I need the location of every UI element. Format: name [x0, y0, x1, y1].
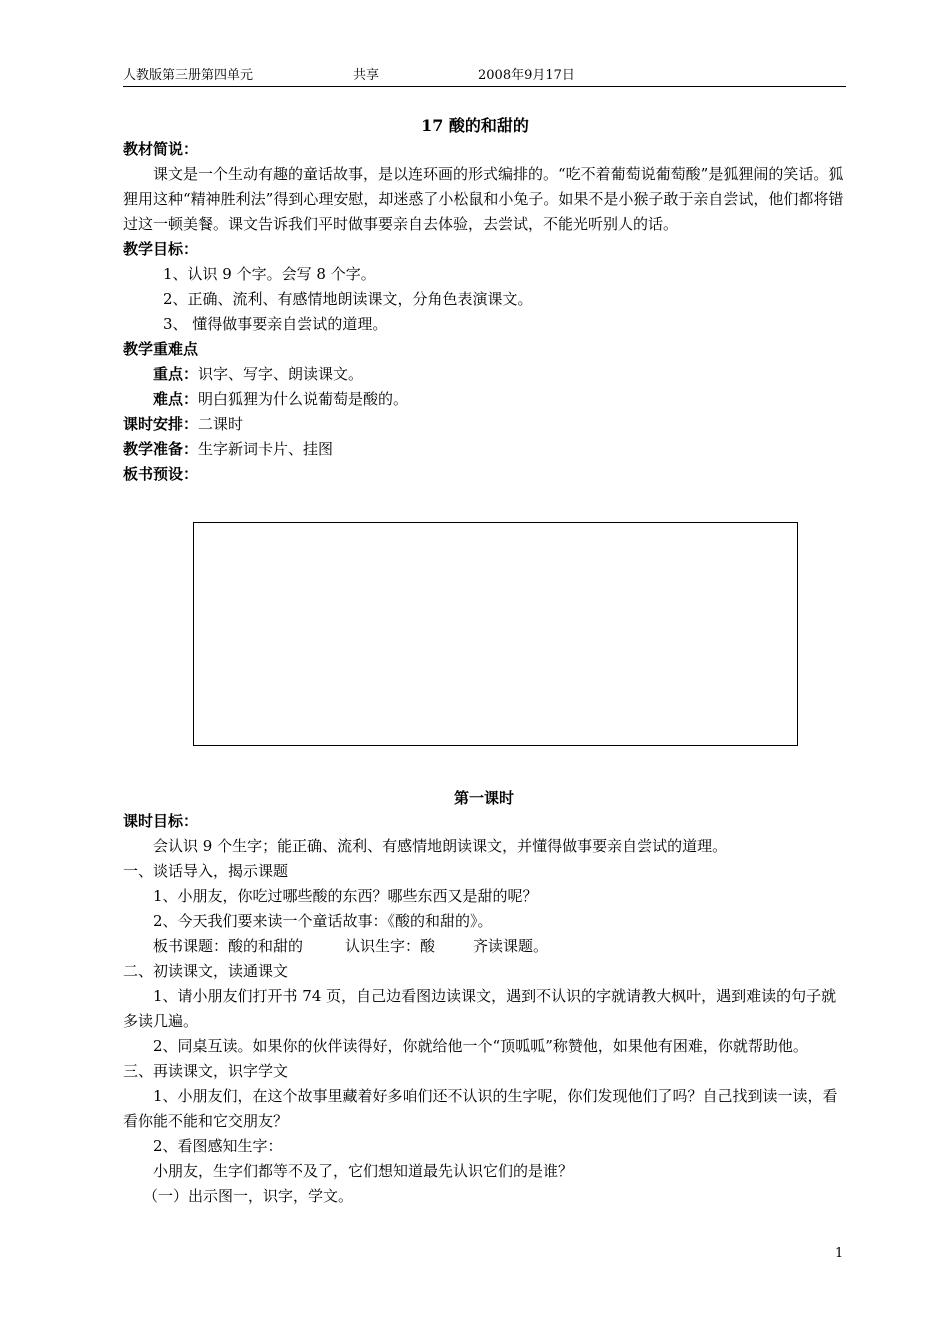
section-one-p1: 1、小朋友，你吃过哪些酸的东西？哪些东西又是甜的呢？	[153, 887, 538, 905]
difficulty-label: 难点：	[153, 390, 199, 408]
board-label: 板书预设：	[123, 465, 199, 483]
lesson1-content	[123, 809, 846, 1209]
goal-item: 2、正确、流利、有感情地朗读课文，分角色表演课文。	[163, 290, 533, 308]
focus-line	[123, 362, 846, 387]
difficulty-text: 明白狐狸为什么说葡萄是酸的。	[198, 390, 409, 408]
section-two-title: 二、初读课文，读通课文	[123, 962, 289, 980]
focus-label: 重点：	[153, 365, 199, 383]
page-header	[123, 66, 845, 86]
intro-body: 课文是一个生动有趣的童话故事，是以连环画的形式编排的。“吃不着葡萄说葡萄酸”是狐狸闹的笑话。狐狸用这种“精神胜利法”得到心理安慰，却迷惑了小松鼠和小兔子。如果不是小猴子敢于亲自尝试，他们都将错过这一顿美餐。课文告诉我们平时做事要亲自去体验，去尝试，不能光听别人的话。	[123, 165, 844, 233]
section-three-p4: （一）出示图一，识字，学文。	[143, 1187, 354, 1205]
lesson-overview	[123, 137, 846, 487]
read-title-note: 齐读课题。	[473, 937, 549, 955]
lesson1-heading: 第一课时	[453, 789, 514, 807]
section-three-title: 三、再读课文，识字学文	[123, 1062, 289, 1080]
header-rule	[123, 86, 846, 87]
header-book: 人教版第三册第四单元	[123, 68, 254, 83]
board-design-box	[193, 522, 798, 746]
section-one-title: 一、谈话导入，揭示课题	[123, 862, 289, 880]
schedule-line	[123, 412, 846, 437]
header-date: 2008年9月17日	[478, 68, 575, 83]
schedule-value: 二课时	[198, 415, 244, 433]
section-three-p3: 小朋友，生字们都等不及了，它们想知道最先认识它们的是谁？	[153, 1162, 574, 1180]
goals-label: 教学目标：	[123, 240, 199, 258]
lesson1-goal-label: 课时目标：	[123, 812, 199, 830]
board-title-note: 板书课题：酸的和甜的	[153, 937, 304, 955]
section-three-p1: 1、小朋友们，在这个故事里藏着好多咱们还不认识的生字呢，你们发现他们了吗？自己找到读一读，看看你能不能和它交朋友？	[123, 1087, 838, 1130]
schedule-label: 课时安排：	[123, 415, 199, 433]
section-two-p1: 1、请小朋友们打开书 74 页，自己边看图边读课文，遇到不认识的字就请教大枫叶，遇到难读的句子就多读几遍。	[123, 987, 837, 1030]
goal-item: 1、认识 9 个字。会写 8 个字。	[163, 265, 376, 283]
intro-label: 教材简说：	[123, 140, 199, 158]
preparation-label: 教学准备：	[123, 440, 199, 458]
page-number: 1	[835, 1246, 844, 1261]
section-two-p2: 2、同桌互读。如果你的伙伴读得好，你就给他一个“顶呱呱”称赞他，如果他有困难，你就帮助他。	[153, 1037, 808, 1055]
preparation-value: 生字新词卡片、挂图	[198, 440, 334, 458]
header-share: 共享	[353, 68, 380, 83]
page-title: 17 酸的和甜的	[421, 116, 529, 135]
lesson1-goal: 会认识 9 个生字；能正确、流利、有感情地朗读课文，并懂得做事要亲自尝试的道理。	[153, 837, 728, 855]
difficulty-line	[123, 387, 846, 412]
goal-item: 3、 懂得做事要亲自尝试的道理。	[163, 315, 388, 333]
focus-text: 识字、写字、朗读课文。	[198, 365, 364, 383]
new-char-note: 认识生字：酸	[345, 937, 436, 955]
preparation-line	[123, 437, 846, 462]
section-three-p2: 2、看图感知生字：	[153, 1137, 283, 1155]
section-one-p3	[123, 934, 846, 959]
keypoints-label: 教学重难点	[123, 340, 199, 358]
section-one-p2: 2、今天我们要来读一个童话故事：《酸的和甜的》。	[153, 912, 493, 930]
